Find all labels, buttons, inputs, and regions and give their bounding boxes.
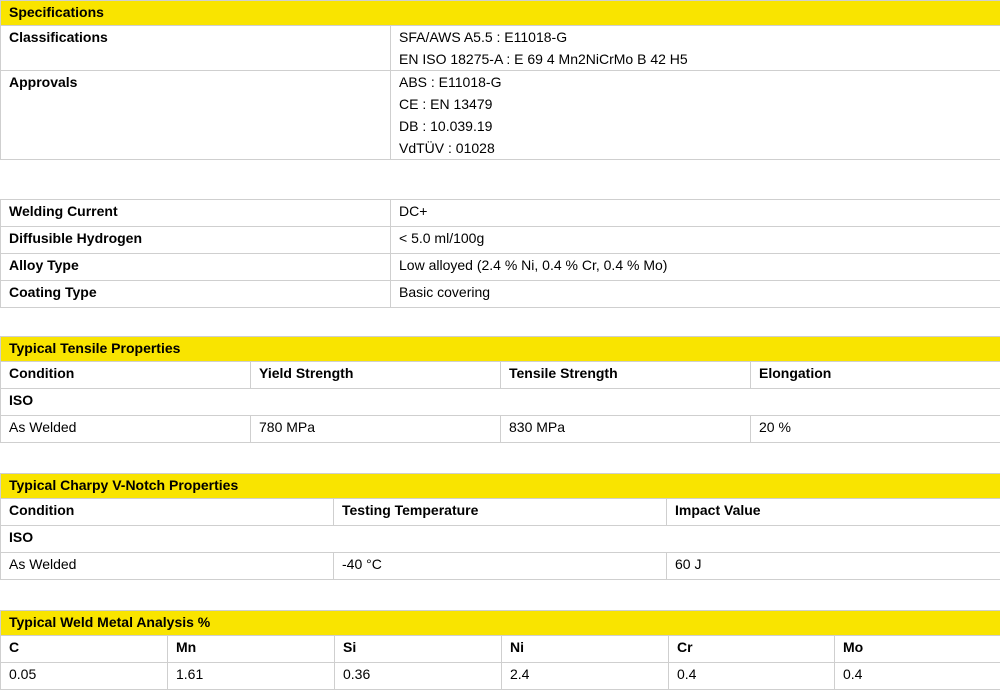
approval-value: VdTÜV : 01028 (399, 140, 495, 156)
property-value: Low alloyed (2.4 % Ni, 0.4 % Cr, 0.4 % Mo) (391, 254, 1000, 281)
property-value: < 5.0 ml/100g (391, 227, 1000, 254)
column-header: Mn (168, 636, 335, 663)
table-cell: 830 MPa (501, 416, 751, 443)
approval-value: CE : EN 13479 (399, 96, 493, 112)
column-header: Tensile Strength (501, 362, 751, 389)
column-header: Elongation (751, 362, 1000, 389)
property-row (1, 281, 1000, 308)
property-value: Basic covering (391, 281, 1000, 308)
property-label: Alloy Type (1, 254, 391, 281)
column-header: Mo (835, 636, 1000, 663)
approval-value: ABS : E11018-G (399, 74, 502, 90)
column-header: Impact Value (667, 499, 1000, 526)
column-header: Yield Strength (251, 362, 501, 389)
table-cell: 780 MPa (251, 416, 501, 443)
table-cell: -40 °C (334, 553, 667, 580)
approvals-values (391, 71, 1000, 160)
property-label: Welding Current (1, 200, 391, 227)
tensile-title: Typical Tensile Properties (1, 337, 1000, 362)
table-cell: As Welded (1, 553, 334, 580)
classification-value: SFA/AWS A5.5 : E11018-G (399, 29, 568, 45)
approvals-label: Approvals (1, 71, 391, 160)
property-row (1, 254, 1000, 281)
classification-value: EN ISO 18275-A : E 69 4 Mn2NiCrMo B 42 H5 (399, 51, 688, 67)
properties-table (0, 199, 1000, 308)
tensile-header-row (1, 362, 1000, 389)
charpy-group-row (1, 526, 1000, 553)
analysis-title: Typical Weld Metal Analysis % (1, 611, 1000, 636)
table-cell: 0.36 (335, 663, 502, 690)
table-cell: 0.4 (835, 663, 1000, 690)
column-header: Cr (669, 636, 835, 663)
column-header: Si (335, 636, 502, 663)
column-header: Condition (1, 499, 334, 526)
tensile-group-row (1, 389, 1000, 416)
column-header: C (1, 636, 168, 663)
charpy-title: Typical Charpy V-Notch Properties (1, 474, 1000, 499)
group-label: ISO (1, 526, 1000, 553)
property-row (1, 200, 1000, 227)
property-label: Diffusible Hydrogen (1, 227, 391, 254)
specifications-title: Specifications (1, 1, 1000, 26)
group-label: ISO (1, 389, 1000, 416)
classifications-values (391, 26, 1000, 71)
analysis-table (0, 610, 1000, 690)
table-cell: 1.61 (168, 663, 335, 690)
approval-value: DB : 10.039.19 (399, 118, 493, 134)
classifications-row (1, 26, 1000, 71)
tensile-table (0, 336, 1000, 443)
charpy-table (0, 473, 1000, 580)
analysis-header-row (1, 636, 1000, 663)
column-header: Condition (1, 362, 251, 389)
table-cell: 20 % (751, 416, 1000, 443)
table-cell: 2.4 (502, 663, 669, 690)
table-cell: 60 J (667, 553, 1000, 580)
charpy-data-row (1, 553, 1000, 580)
column-header: Ni (502, 636, 669, 663)
specifications-table (0, 0, 1000, 160)
table-cell: 0.05 (1, 663, 168, 690)
table-cell: 0.4 (669, 663, 835, 690)
classifications-label: Classifications (1, 26, 391, 71)
approvals-row (1, 71, 1000, 160)
property-label: Coating Type (1, 281, 391, 308)
column-header: Testing Temperature (334, 499, 667, 526)
tensile-data-row (1, 416, 1000, 443)
analysis-data-row (1, 663, 1000, 690)
property-value: DC+ (391, 200, 1000, 227)
property-row (1, 227, 1000, 254)
table-cell: As Welded (1, 416, 251, 443)
charpy-header-row (1, 499, 1000, 526)
